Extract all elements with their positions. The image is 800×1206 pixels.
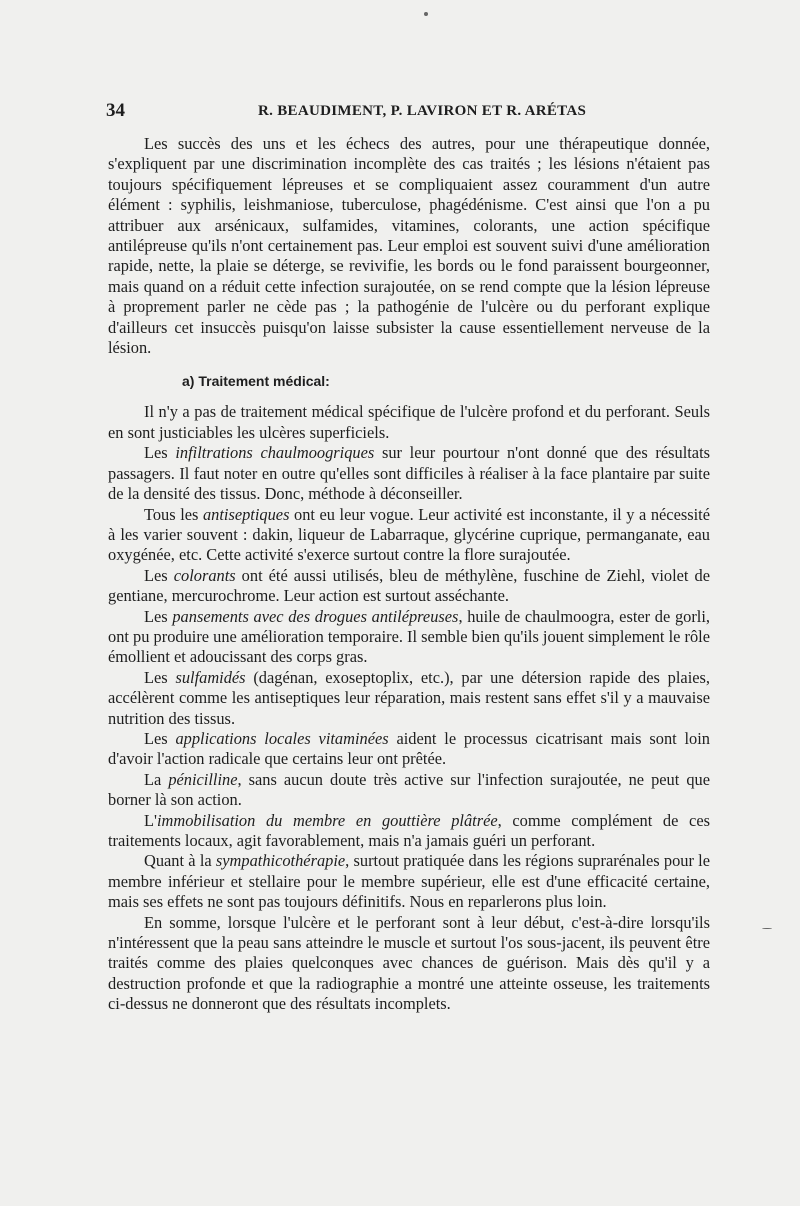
italic-term: pénicilline bbox=[168, 769, 238, 789]
section-title: Traitement médical: bbox=[198, 373, 330, 390]
paragraph-colorants: Les colorants ont été aussi utilisés, bleu de méthylène, fuschine de Ziehl, violet de gentiane, mercurochrome. Leur action est surtout asséchante. bbox=[108, 565, 710, 606]
italic-term: immobilisation du membre en gouttière plâtrée bbox=[156, 810, 498, 830]
italic-term: colorants bbox=[173, 565, 236, 585]
paragraph-infiltrations: Les infiltrations chaulmoogriques sur leur pourtour n'ont donné que des résultats passagers. Il faut noter en outre qu'elles sont difficiles à réaliser à la face plantaire par suite de la densité des tissus. Donc, méthode à déconseiller. bbox=[108, 443, 711, 504]
paragraph-antiseptiques: Tous les antiseptiques ont eu leur vogue. Leur activité est inconstante, il y a nécessité à les varier souvent : dakin, liqueur de Labarraque, glycérine cuprique, permanganate, eau oxygénée, etc. Cette activité s'exerce surtout contre la flore surajoutée. bbox=[108, 504, 710, 565]
italic-term: sympathicothérapie bbox=[215, 851, 346, 871]
paragraph-penicilline: La pénicilline, sans aucun doute très active sur l'infection surajoutée, ne peut que borner là son action. bbox=[108, 769, 710, 810]
italic-term: applications locales vitaminées bbox=[175, 728, 389, 748]
section-heading-traitement-medical bbox=[108, 372, 710, 390]
paragraph-conclusion: En somme, lorsque l'ulcère et le perforant sont à leur début, c'est-à-dire lorsqu'ils n'intéressent que la peau sans atteindre le muscle et surtout l'os sous-jacent, ils peuvent être traités comme des plaies quelconques avec chances de guérison. Mais dès qu'il y a destruction profonde et que la radiographie a montré une atteinte osseuse, les traitements ci-dessus ne donneront que des résultats incomplets. bbox=[108, 912, 710, 1014]
print-speck bbox=[424, 12, 428, 16]
section-letter: a) bbox=[182, 373, 195, 390]
paragraph-no-specific-treatment: Il n'y a pas de traitement médical spécifique de l'ulcère profond et du perforant. Seuls en sont justiciables les ulcères superficiels. bbox=[108, 402, 710, 442]
paragraph-discrimination: Les succès des uns et les échecs des autres, pour une thérapeutique donnée, s'expliquent par une discrimination incomplète des cas traités ; les lésions n'étaient pas toujours spécifiquement lépreuses et se compliquaient assez couramment d'un autre élément : syphilis, leishmaniose, tuberculose, phagédénisme. C'est ainsi que l'on a pu attribuer aux arsénicaux, sulfamides, vitamines, colorants, une action spécifique antilépreuse qu'ils n'ont certainement pas. Leur emploi est souvent suivi d'une amélioration rapide, nette, la plaie se déterge, se revivifie, les bords ou le fond paraissent bourgeonner, mais quand on a réduit cette infection surajoutée, on se rend compte que la lésion lépreuse à proprement parler ne cède pas ; la pathogénie de l'ulcère ou du perforant explique d'ailleurs cet insuccès puisqu'on laisse subsister la cause essentiellement nerveuse de la lésion. bbox=[108, 134, 710, 358]
paragraph-pansements: Les pansements avec des drogues antilépreuses, huile de chaulmoogra, ester de gorli, ont pu produire une amélioration temporaire. Il semble bien qu'ils jouent simplement le rôle émollient et adoucissant des corps gras. bbox=[108, 606, 710, 667]
italic-term: antiseptiques bbox=[202, 504, 290, 524]
paragraph-sulfamides: Les sulfamidés (dagénan, exoseptoplix, etc.), par une détersion rapide des plaies, accélèrent comme les antiseptiques leur réparation, mais restent sans effet s'il y a mauvaise nutrition des tissus. bbox=[108, 667, 711, 728]
paragraph-applications-vitaminees: Les applications locales vitaminées aident le processus cicatrisant mais sont loin d'avoir l'action radicale que certains leur ont prêtée. bbox=[108, 728, 710, 769]
paragraph-sympathicotherapie: Quant à la sympathicothérapie, surtout pratiquée dans les régions suprarénales pour le membre inférieur et stellaire pour le membre supérieur, elle est d'une efficacité certaine, mais ses effets ne sont pas toujours définitifs. Nous en reparlerons plus loin. bbox=[108, 851, 710, 912]
italic-term: sulfamidés bbox=[175, 667, 246, 687]
running-head-authors: R. BEAUDIMENT, P. LAVIRON ET R. ARÉTAS bbox=[258, 103, 587, 119]
italic-term: infiltrations chaulmoogriques bbox=[175, 443, 375, 463]
paragraph-immobilisation: L'immobilisation du membre en gouttière plâtrée, comme complément de ces traitements locaux, agit favorablement, mais n'a jamais guéri un perforant. bbox=[108, 810, 710, 850]
print-speck bbox=[762, 928, 772, 929]
book-page bbox=[108, 100, 710, 1015]
page-number: 34 bbox=[106, 100, 125, 121]
italic-term: pansements avec des drogues antilépreuses bbox=[172, 606, 459, 626]
running-head bbox=[108, 100, 710, 130]
